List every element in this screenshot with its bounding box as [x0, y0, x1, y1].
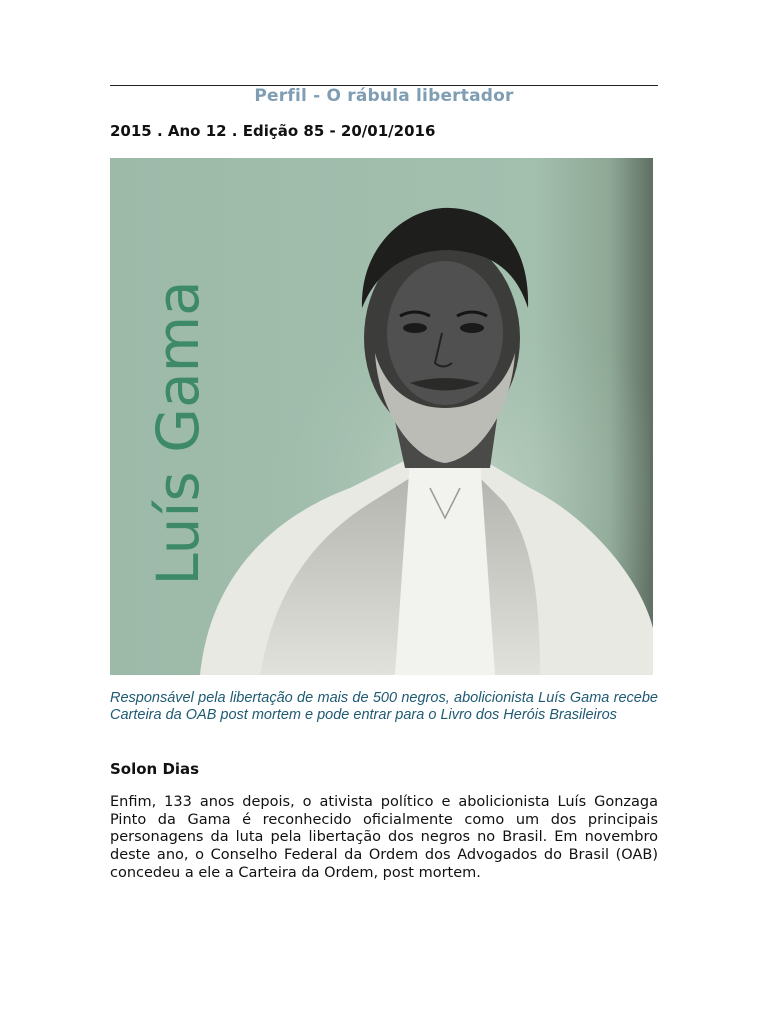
- article-title: Perfil - O rábula libertador: [254, 86, 514, 106]
- author-name: Solon Dias: [110, 760, 200, 778]
- vertical-name: Luís Gama: [144, 280, 212, 586]
- article-body: Enfim, 133 anos depois, o ativista político e abolicionista Luís Gonzaga Pinto da Gama é reconhecido oficialmente como um dos principais personagens da luta pela libertação dos negros no Brasil. Em novembro deste ano, o Conselho Federal da Ordem dos Advogados do Brasil (OAB) concedeu a ele a Carteira da Ordem, post mortem.: [110, 794, 658, 881]
- edition-line: 2015 . Ano 12 . Edição 85 - 20/01/2016: [110, 122, 436, 140]
- image-caption: Responsável pela libertação de mais de 500 negros, abolicionista Luís Gama recebe Carteira da OAB post mortem e pode entrar para o Livro dos Heróis Brasileiros: [110, 690, 658, 723]
- portrait-illustration-icon: [110, 158, 653, 675]
- cover-image: [110, 158, 653, 675]
